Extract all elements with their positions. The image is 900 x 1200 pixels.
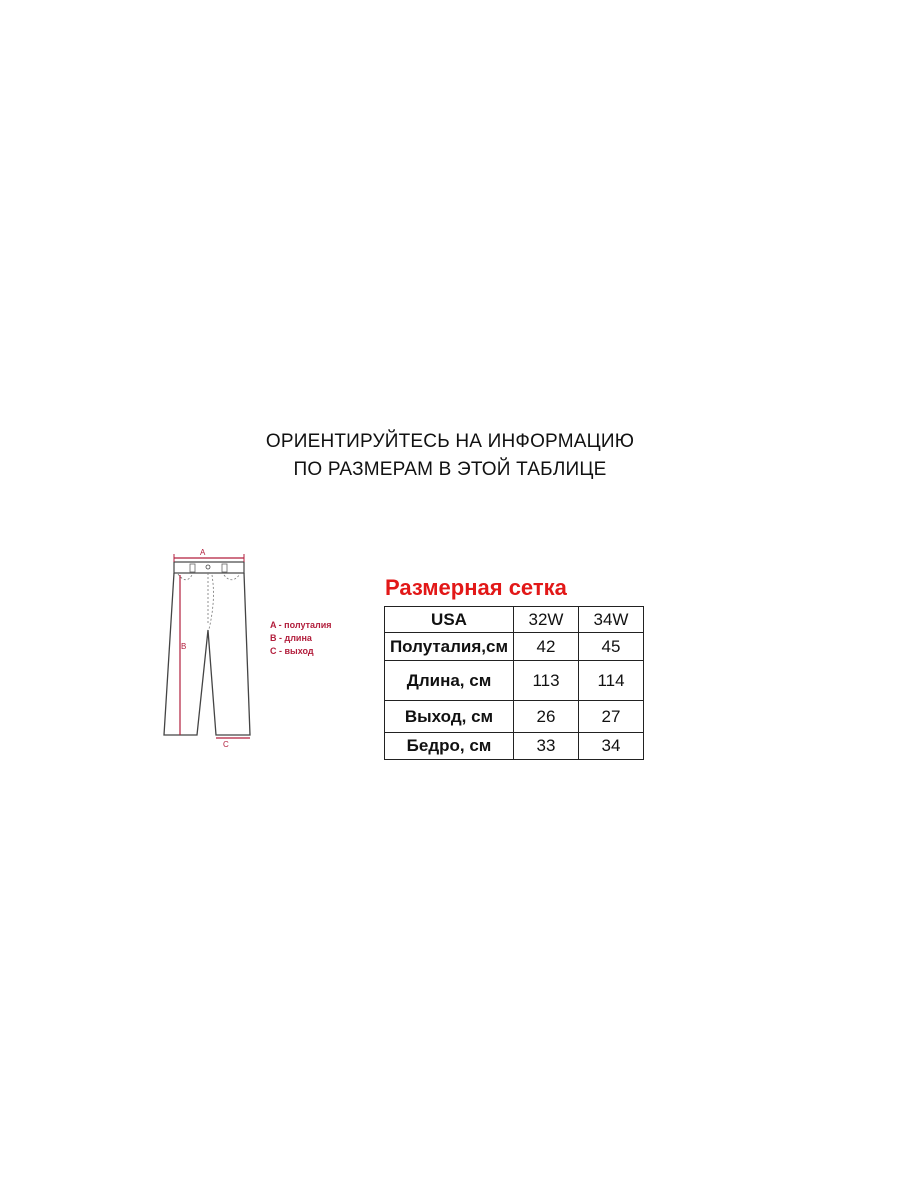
label-a: A: [200, 548, 206, 557]
table-cell: 45: [579, 633, 644, 661]
measurement-legend: [270, 619, 332, 658]
table-header-row: [385, 607, 644, 633]
label-c: C: [223, 740, 229, 749]
table-cell: 27: [579, 701, 644, 733]
table-cell: 34: [579, 733, 644, 760]
row-label: Бедро, см: [385, 733, 514, 760]
heading-line-1: ОРИЕНТИРУЙТЕСЬ НА ИНФОРМАЦИЮ: [265, 431, 635, 452]
row-label: Длина, см: [385, 661, 514, 701]
heading-line-2: ПО РАЗМЕРАМ В ЭТОЙ ТАБЛИЦЕ: [293, 459, 607, 480]
row-label: Выход, см: [385, 701, 514, 733]
table-row: [385, 701, 644, 733]
legend-item-c: C - выход: [270, 646, 314, 656]
header-cell-usa: USA: [385, 607, 514, 633]
table-cell: 33: [514, 733, 579, 760]
label-b: B: [181, 642, 187, 651]
table-cell: 114: [579, 661, 644, 701]
table-cell: 26: [514, 701, 579, 733]
table-cell: 113: [514, 661, 579, 701]
instruction-heading: [0, 428, 900, 484]
header-cell-34w: 34W: [579, 607, 644, 633]
table-cell: 42: [514, 633, 579, 661]
legend-item-a: A - полуталия: [270, 620, 332, 630]
table-row: [385, 633, 644, 661]
header-cell-32w: 32W: [514, 607, 579, 633]
legend-item-b: B - длина: [270, 633, 312, 643]
table-row: [385, 661, 644, 701]
size-chart-title: Размерная сетка: [385, 575, 567, 600]
table-row: [385, 733, 644, 760]
size-table: [384, 606, 644, 760]
row-label: Полуталия,см: [385, 633, 514, 661]
